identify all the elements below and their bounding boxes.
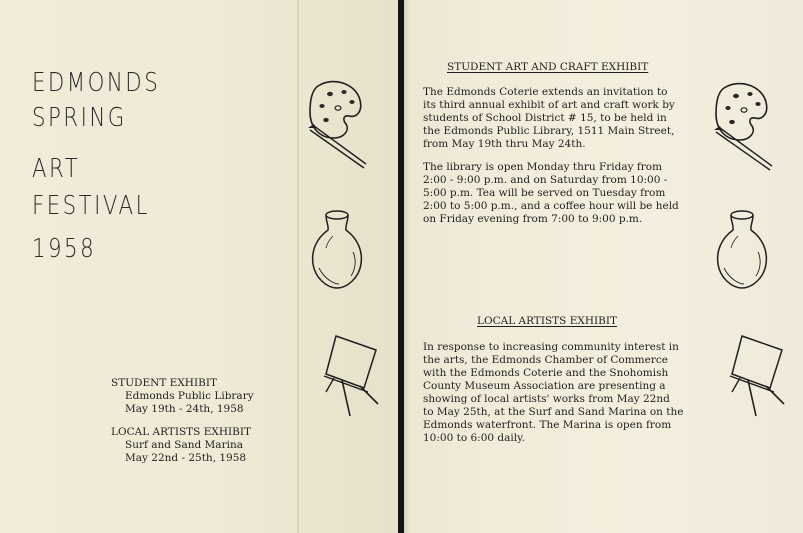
local-section-heading: LOCAL ARTISTS EXHIBIT (477, 315, 618, 327)
inside-page (404, 0, 803, 533)
title-line-2: SPRING (32, 103, 127, 133)
local-para-line: County Museum Association are presenting a (423, 380, 666, 392)
easel-icon (726, 330, 790, 420)
student-section-heading: STUDENT ART AND CRAFT EXHIBIT (447, 61, 649, 73)
page-edge-shadow (404, 0, 410, 533)
student-para2-line: 2:00 to 5:00 p.m., and a coffee hour will be held (423, 200, 679, 212)
fold-crease (297, 0, 299, 533)
title-line-5: 1958 (32, 234, 97, 264)
vase-icon (714, 208, 770, 292)
local-exhibit-label: LOCAL ARTISTS EXHIBIT (111, 426, 252, 438)
student-para1-line: the Edmonds Public Library, 1511 Main Street, (423, 125, 675, 137)
cover-page (0, 0, 398, 533)
vase-icon (309, 208, 365, 292)
local-para-line: with the Edmonds Coterie and the Snohomish (423, 367, 669, 379)
student-para2-line: 5:00 p.m. Tea will be served on Tuesday from (423, 187, 666, 199)
student-para2-line: 2:00 - 9:00 p.m. and on Saturday from 10:00 - (423, 174, 668, 186)
student-para1-line: The Edmonds Coterie extends an invitation to (423, 86, 668, 98)
title-line-4: FESTIVAL (32, 191, 150, 221)
local-para-line: to May 25th, at the Surf and Sand Marina on the (423, 406, 684, 418)
local-exhibit-dates: May 22nd - 25th, 1958 (125, 452, 247, 464)
title-line-1: EDMONDS (32, 68, 161, 98)
student-para2-line: The library is open Monday thru Friday from (423, 161, 663, 173)
easel-icon (320, 330, 384, 420)
student-para2-line: on Friday evening from 7:00 to 9:00 p.m. (423, 213, 643, 225)
local-exhibit-venue: Surf and Sand Marina (125, 439, 243, 451)
local-para-line: showing of local artists' works from May 22nd (423, 393, 670, 405)
local-para-line: 10:00 to 6:00 daily. (423, 432, 525, 444)
palette-icon (304, 78, 370, 173)
student-exhibit-venue: Edmonds Public Library (125, 390, 254, 402)
student-para1-line: from May 19th thru May 24th. (423, 138, 586, 150)
palette-icon (710, 80, 776, 175)
student-para1-line: its third annual exhibit of art and craft work by (423, 99, 675, 111)
local-para-line: Edmonds waterfront. The Marina is open from (423, 419, 672, 431)
student-para1-line: students of School District # 15, to be held in (423, 112, 667, 124)
local-para-line: In response to increasing community interest in (423, 341, 679, 353)
title-line-3: ART (32, 154, 81, 184)
student-exhibit-dates: May 19th - 24th, 1958 (125, 403, 244, 415)
local-para-line: the arts, the Edmonds Chamber of Commerce (423, 354, 668, 366)
student-exhibit-label: STUDENT EXHIBIT (111, 377, 217, 389)
